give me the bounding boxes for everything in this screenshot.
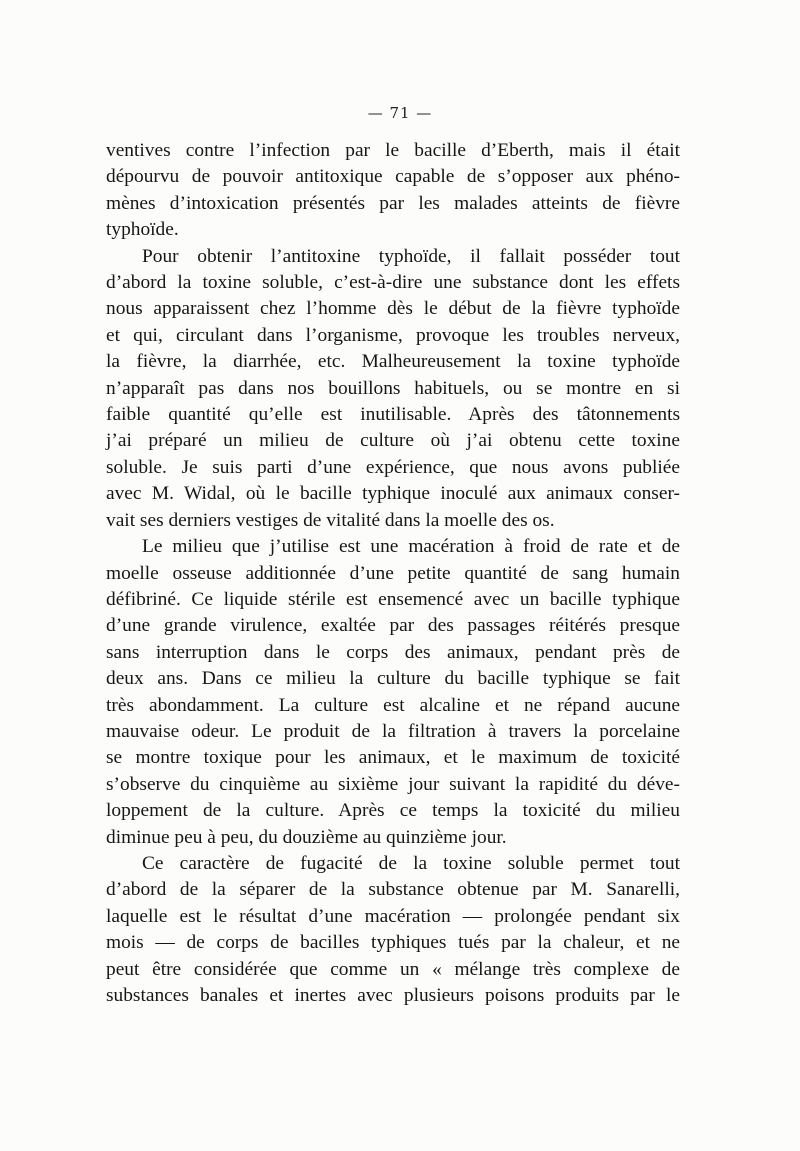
text-line: n’apparaît pas dans nos bouillons habituels, ou se montre en si — [106, 377, 680, 399]
paragraph — [106, 244, 680, 534]
text-line: loppement de la culture. Après ce temps la toxicité du milieu — [106, 800, 680, 822]
text-line: Ce caractère de fugacité de la toxine soluble permet tout — [142, 852, 680, 874]
paragraph — [106, 534, 680, 851]
text-line: mauvaise odeur. Le produit de la filtration à travers la porcelaine — [106, 720, 680, 742]
text-line: et qui, circulant dans l’organisme, provoque les troubles nerveux, — [106, 324, 680, 346]
text-line: d’abord de la séparer de la substance obtenue par M. Sanarelli, — [106, 879, 680, 901]
text-line: défibriné. Ce liquide stérile est ensemencé avec un bacille typhique — [106, 588, 680, 610]
paragraph — [106, 138, 680, 244]
text-line: la fièvre, la diarrhée, etc. Malheureusement la toxine typhoïde — [106, 351, 680, 373]
text-line: ventives contre l’infection par le bacille d’Eberth, mais il était — [106, 140, 680, 161]
text-line: j’ai préparé un milieu de culture où j’ai obtenu cette toxine — [106, 430, 680, 452]
text-line: d’une grande virulence, exaltée par des passages réitérés presque — [106, 615, 680, 637]
paragraph — [106, 851, 680, 1009]
text-line: très abondamment. La culture est alcaline et ne répand aucune — [106, 694, 680, 716]
text-line: faible quantité qu’elle est inutilisable. Après des tâtonnements — [106, 404, 680, 426]
page-number: — 71 — — [367, 104, 433, 122]
text-line: d’abord la toxine soluble, c’est-à-dire une substance dont les effets — [106, 272, 680, 294]
text-line: Le milieu que j’utilise est une macération à froid de rate et de — [142, 536, 680, 558]
text-line: deux ans. Dans ce milieu la culture du bacille typhique se fait — [106, 668, 680, 690]
text-line: avec M. Widal, où le bacille typhique inoculé aux animaux conser- — [106, 483, 680, 505]
text-line: sans interruption dans le corps des animaux, pendant près de — [106, 641, 680, 663]
text-line: se montre toxique pour les animaux, et le maximum de toxicité — [106, 747, 680, 769]
text-line: s’observe du cinquième au sixième jour suivant la rapidité du déve- — [106, 773, 680, 795]
text-line: Pour obtenir l’antitoxine typhoïde, il fallait posséder tout — [142, 245, 680, 267]
text-line: soluble. Je suis parti d’une expérience, que nous avons publiée — [106, 456, 680, 478]
text-line: vait ses derniers vestiges de vitalité dans la moelle des os. — [106, 509, 555, 531]
text-line: nous apparaissent chez l’homme dès le début de la fièvre typhoïde — [106, 298, 680, 320]
text-line: substances banales et inertes avec plusieurs poisons produits par le — [106, 985, 680, 1006]
text-line: diminue peu à peu, du douzième au quinzième jour. — [106, 826, 507, 848]
text-line: mènes d’intoxication présentés par les malades atteints de fièvre — [106, 192, 680, 214]
body-text — [106, 138, 680, 1009]
text-line: dépourvu de pouvoir antitoxique capable de s’opposer aux phéno- — [106, 166, 680, 188]
text-line: typhoïde. — [106, 219, 179, 241]
text-line: laquelle est le résultat d’une macération — prolongée pendant six — [106, 905, 680, 927]
text-line: peut être considérée que comme un « mélange très complexe de — [106, 958, 680, 980]
text-line: moelle osseuse additionnée d’une petite quantité de sang humain — [106, 562, 680, 584]
text-line: mois — de corps de bacilles typhiques tués par la chaleur, et ne — [106, 932, 680, 954]
